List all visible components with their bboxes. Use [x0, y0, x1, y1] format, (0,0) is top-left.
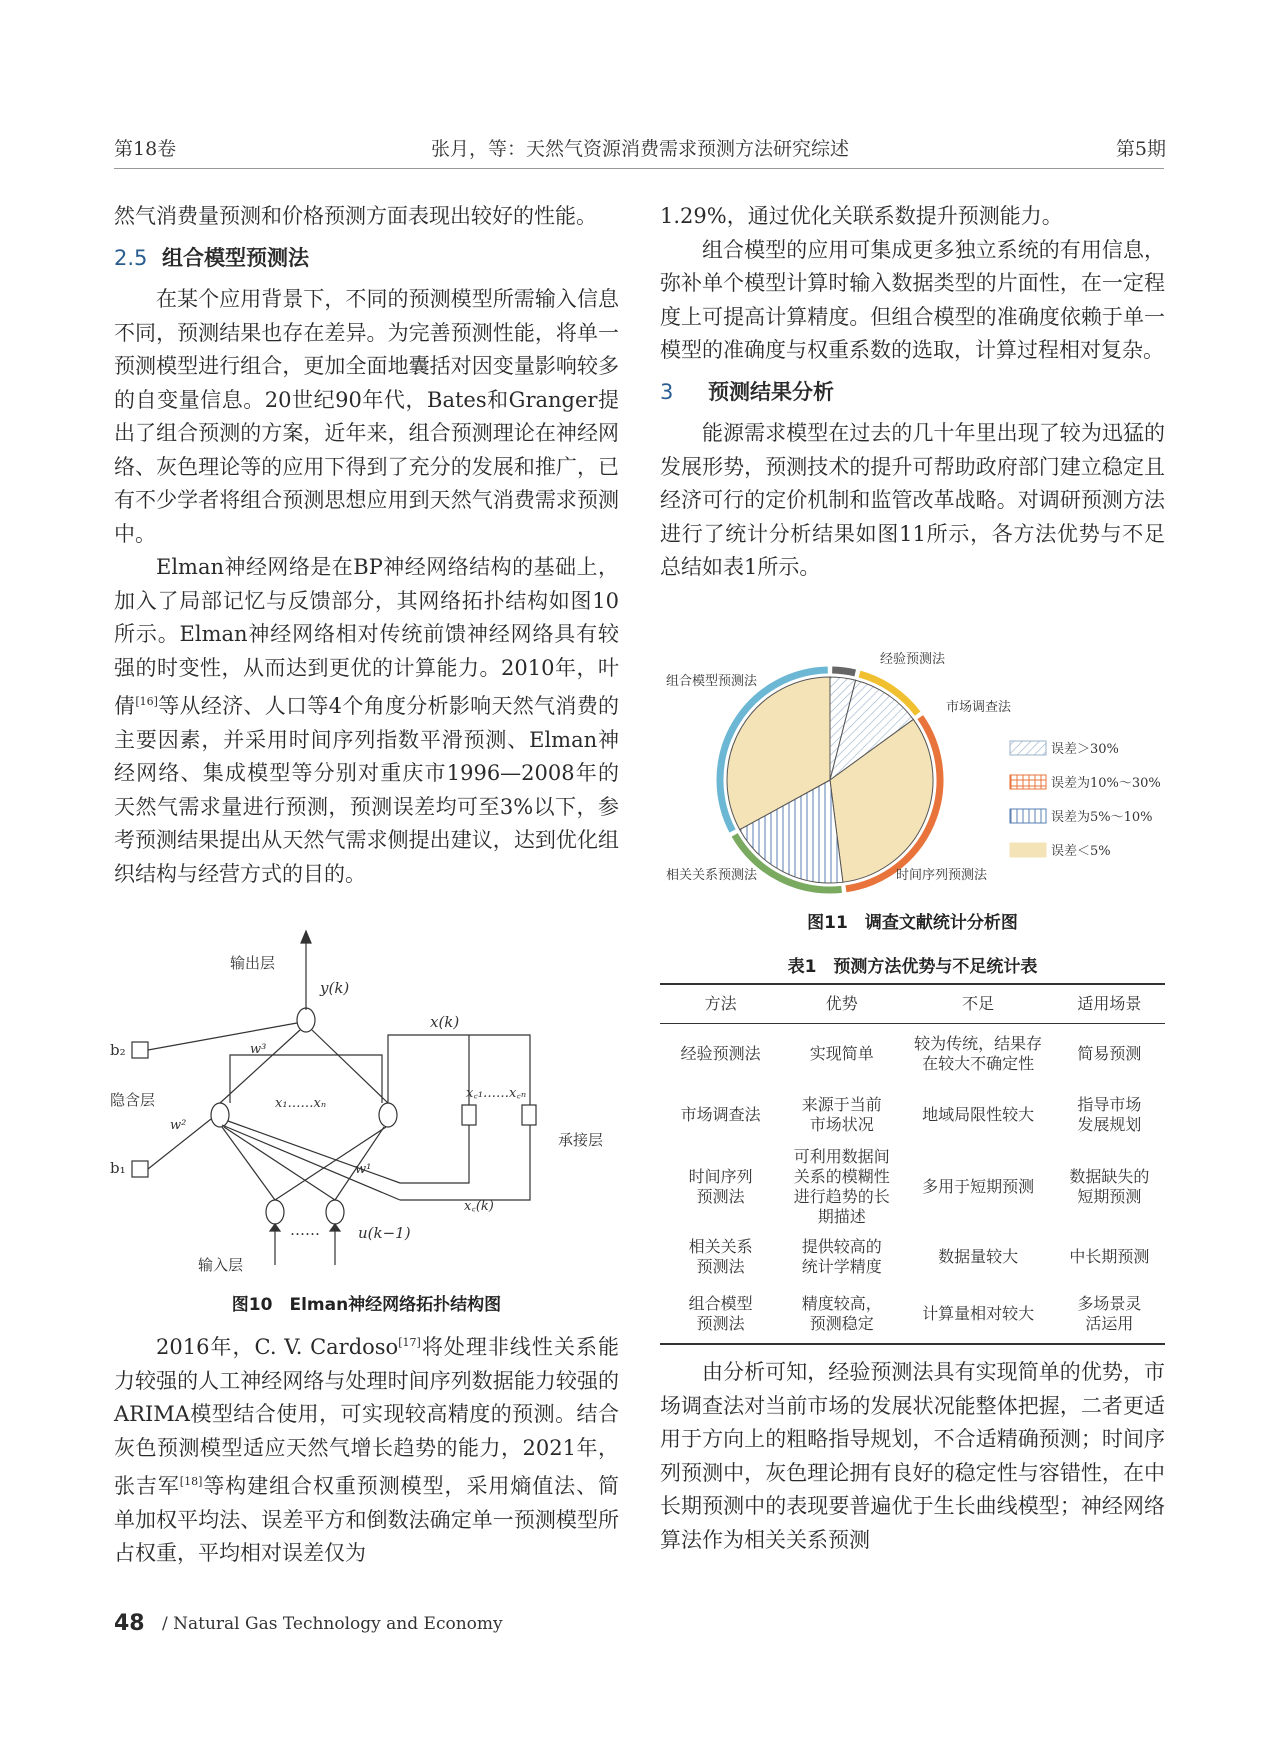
paragraph	[114, 551, 619, 891]
left-column	[114, 200, 619, 891]
table-cell: 时间序列预测法	[688, 1166, 753, 1206]
y-label: y(k)	[320, 979, 350, 997]
table-row	[660, 1228, 1165, 1286]
table-cell: 计算量相对较大	[922, 1304, 1035, 1323]
table-cell: 较为传统，结果存在较大不确定性	[914, 1033, 1043, 1073]
column-header: 适用场景	[1054, 984, 1165, 1024]
b2-label: b₂	[110, 1041, 126, 1059]
figure-11-caption: 图11 调查文献统计分析图	[807, 913, 1018, 933]
text-run: 等构建组合权重预测模型，采用熵值法、简单加权平均法、误差平方和倒数法确定单一预测模型所占权重，平均相对误差仅为	[114, 1474, 620, 1565]
table-cell: 相关关系预测法	[688, 1236, 753, 1276]
x-label: x(k)	[430, 1013, 460, 1031]
column-header: 不足	[902, 984, 1054, 1024]
citation: [16]	[135, 695, 158, 708]
table-cell: 精度较高，预测稳定	[801, 1294, 882, 1333]
legend-swatch	[1010, 741, 1046, 755]
journal-name: / Natural Gas Technology and Economy	[162, 1614, 503, 1634]
legend-label: 误差为5%～10%	[1051, 810, 1153, 825]
left-column-continued	[114, 1326, 619, 1571]
table-row	[660, 1146, 1165, 1228]
table-1-caption: 表1 预测方法优势与不足统计表	[787, 957, 1038, 977]
xc-label: x꜀₁……x꜀ₙ	[466, 1086, 527, 1101]
page-number: 48	[114, 1611, 145, 1636]
section-heading	[114, 242, 619, 276]
table-cell: 市场调查法	[680, 1104, 761, 1124]
paragraph	[114, 1326, 619, 1571]
u-label: u(k−1)	[358, 1224, 411, 1242]
legend-label: 误差＜5%	[1051, 844, 1111, 859]
x1-xn-label: x₁……xₙ	[275, 1096, 327, 1111]
section-number: 2.5	[114, 245, 148, 270]
pie-ring-segment	[832, 670, 855, 673]
elman-network-figure	[110, 925, 630, 1280]
paragraph: 能源需求模型在过去的几十年里出现了较为迅猛的发展形势，预测技术的提升可帮助政府部门建立稳定且经济可行的定价机制和监管改革战略。对调研预测方法进行了统计分析结果如图11所示，各方法优势与不足总结如表1所示。	[660, 421, 1165, 579]
table-cell: 多用于短期预测	[922, 1176, 1035, 1196]
legend-swatch	[1010, 843, 1046, 857]
column-header: 优势	[781, 984, 902, 1024]
paragraph: 在某个应用背景下，不同的预测模型所需输入信息不同，预测结果也存在差异。为完善预测性能，将单一预测模型进行组合，更加全面地囊括对因变量影响较多的自变量信息。20世纪90年代，Bates和Granger提出了组合预测的方案，近年来，组合预测理论在神经网络、灰色理论等的应用下得到了充分的发展和推广，已有不少学者将组合预测思想应用到天然气消费需求预测中。	[114, 287, 619, 546]
table-cell: 数据量较大	[938, 1246, 1019, 1266]
running-title: 张月，等：天然气资源消费需求预测方法研究综述	[430, 138, 849, 160]
table-cell: 可利用数据间关系的模糊性进行趋势的长期描述	[793, 1146, 890, 1226]
paragraph: 然气消费量预测和价格预测方面表现出较好的性能。	[114, 204, 597, 228]
table-cell: 组合模型预测法	[688, 1294, 753, 1333]
text-run: 将处理非线性关系能力较强的人工神经网络与处理时间序列数据能力较强的ARIMA模型结合使用，可实现较高精度的预测。结合灰色预测模型适应天然气增长趋势的能力，2021年，张吉军	[114, 1335, 619, 1498]
output-layer-label: 输出层	[230, 954, 276, 972]
section-title: 预测结果分析	[708, 379, 834, 404]
table-cell: 指导市场发展规划	[1077, 1094, 1142, 1134]
paragraph: 1.29%，通过优化关联系数提升预测能力。	[660, 204, 1063, 228]
label-timeseries: 时间序列预测法	[896, 868, 988, 883]
legend-swatch	[1010, 809, 1046, 823]
table-cell: 来源于当前市场状况	[801, 1094, 882, 1134]
figure-10-caption: 图10 Elman神经网络拓扑结构图	[231, 1295, 502, 1315]
running-issue: 第5期	[1115, 138, 1166, 160]
comparison-table	[660, 983, 1165, 1345]
section-number: 3	[660, 379, 674, 404]
label-correlation: 相关关系预测法	[666, 868, 758, 883]
table-row	[660, 1084, 1165, 1146]
running-volume: 第18卷	[114, 138, 177, 160]
column-header: 方法	[660, 984, 781, 1024]
legend-label: 误差为10%～30%	[1051, 776, 1161, 791]
section-heading	[660, 376, 1165, 410]
table-cell: 经验预测法	[680, 1043, 761, 1063]
paragraph: 由分析可知，经验预测法具有实现简单的优势，市场调查法对当前市场的发展状况能整体把握，二者更适用于方向上的粗略指导规划，不合适精确预测；时间序列预测中，灰色理论拥有良好的稳定性与容错性，在中长期预测中的表现要普遍优于生长曲线模型；神经网络算法作为相关关系预测	[660, 1360, 1165, 1552]
label-market: 市场调查法	[946, 700, 1012, 715]
table-cell: 简易预测	[1077, 1043, 1142, 1063]
section-title: 组合模型预测法	[162, 245, 309, 270]
w1-label: w¹	[355, 1162, 372, 1177]
label-experience: 经验预测法	[880, 652, 946, 667]
table-cell: 中长期预测	[1069, 1246, 1150, 1266]
table-row	[660, 1024, 1165, 1084]
header-rule	[114, 168, 1164, 169]
text-run: Elman神经网络是在BP神经网络结构的基础上，加入了局部记忆与反馈部分，其网络拓扑结构如图10所示。Elman神经网络相对传统前馈神经网络具有较强的时变性，从而达到更优的计算能力。2010年，叶倩	[114, 555, 619, 718]
b1-label: b₁	[110, 1159, 126, 1177]
table-cell: 多场景灵活运用	[1077, 1294, 1142, 1333]
w2-label: w²	[170, 1118, 187, 1133]
table-row	[660, 1286, 1165, 1344]
survey-pie-chart	[660, 645, 1170, 905]
table-cell: 实现简单	[809, 1043, 874, 1063]
citation: [17]	[398, 1336, 421, 1349]
right-column	[660, 200, 1165, 585]
citation: [18]	[179, 1475, 203, 1488]
input-layer-label: 输入层	[198, 1256, 244, 1274]
legend-swatch	[1010, 775, 1046, 789]
table-cell: 数据缺失的短期预测	[1069, 1166, 1150, 1206]
legend-label: 误差＞30%	[1051, 742, 1119, 757]
text-run: 等从经济、人口等4个角度分析影响天然气消费的主要因素，并采用时间序列指数平滑预测、Elman神经网络、集成模型等分别对重庆市1996—2008年的天然气需求量进行预测，预测误差均可至3%以下，参考预测结果提出从天然气需求侧提出建议，达到优化组织结构与经营方式的目的。	[114, 694, 620, 886]
ellipsis: ……	[290, 1221, 320, 1239]
context-layer-label: 承接层	[558, 1131, 604, 1149]
xck-label: x꜀(k)	[464, 1199, 494, 1214]
paragraph: 组合模型的应用可集成更多独立系统的有用信息，弥补单个模型计算时输入数据类型的片面性，在一定程度上可提高计算精度。但组合模型的准确度依赖于单一模型的准确度与权重系数的选取，计算过程相对复杂。	[660, 237, 1165, 362]
table-cell: 地域局限性较大	[922, 1104, 1035, 1124]
right-column-continued	[660, 1356, 1165, 1557]
w3-label: w³	[250, 1042, 267, 1057]
table-cell: 提供较高的统计学精度	[801, 1236, 882, 1276]
text-run: 2016年，C. V. Cardoso	[156, 1335, 399, 1359]
label-combined: 组合模型预测法	[666, 674, 758, 689]
hidden-layer-label: 隐含层	[110, 1091, 156, 1109]
